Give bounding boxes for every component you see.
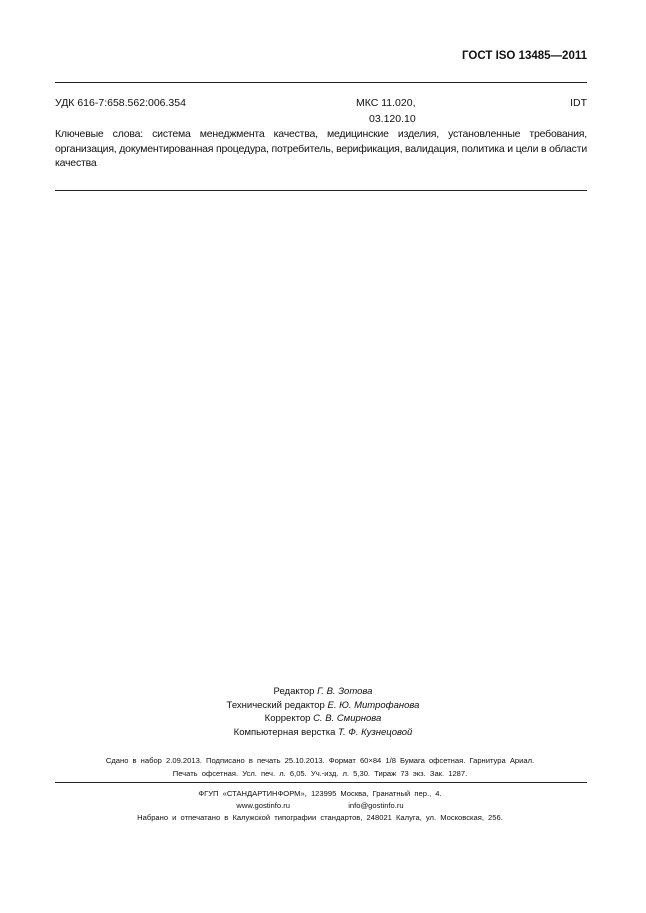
- credit-proofreader: Корректор С. В. Смирнова: [264, 713, 382, 724]
- publisher-contacts: [40, 800, 600, 812]
- idt-label: IDT: [570, 97, 587, 109]
- publisher-website[interactable]: www.gostinfo.ru: [236, 801, 290, 810]
- keywords-divider: [55, 190, 587, 191]
- credit-layout: Компьютерная верстка Т. Ф. Кузнецовой: [233, 726, 413, 738]
- publisher-email[interactable]: info@gostinfo.ru: [348, 801, 404, 810]
- imprint-divider: [55, 782, 587, 783]
- document-id-header: ГОСТ ISO 13485—2011: [462, 50, 587, 62]
- keywords: Ключевые слова: система менеджмента качества, медицинские изделия, установленные требования, организация, документированная процедура, потребитель, верификация, валидация, политика и цели в области качества: [55, 128, 587, 169]
- udk-code: УДК 616-7:658.562:006.354: [55, 97, 186, 109]
- imprint-line-1: Сдано в набор 2.09.2013. Подписано в печать 25.10.2013. Формат 60×84 1/8 Бумага офсетная. Гарнитура Ариал.: [105, 756, 535, 765]
- mks-code-1: МКС 11.020,: [356, 97, 416, 109]
- credit-editor: Редактор Г. В. Зотова: [273, 686, 373, 697]
- credits-block: [0, 685, 646, 739]
- publisher-address: ФГУП «СТАНДАРТИНФОРМ», 123995 Москва, Гранатный пер., 4.: [198, 789, 442, 798]
- header-divider: [55, 82, 587, 83]
- mks-code-2: 03.120.10: [369, 113, 416, 125]
- credit-tech-editor: Технический редактор Е. Ю. Митрофанова: [226, 699, 420, 711]
- printing-house: Набрано и отпечатано в Калужской типографии стандартов, 248021 Калуга, ул. Московская, 256.: [137, 813, 503, 822]
- imprint-line-2: Печать офсетная. Усл. печ. л. 6,05. Уч.-изд. л. 5,30. Тираж 73 экз. Зак. 1287.: [172, 769, 468, 778]
